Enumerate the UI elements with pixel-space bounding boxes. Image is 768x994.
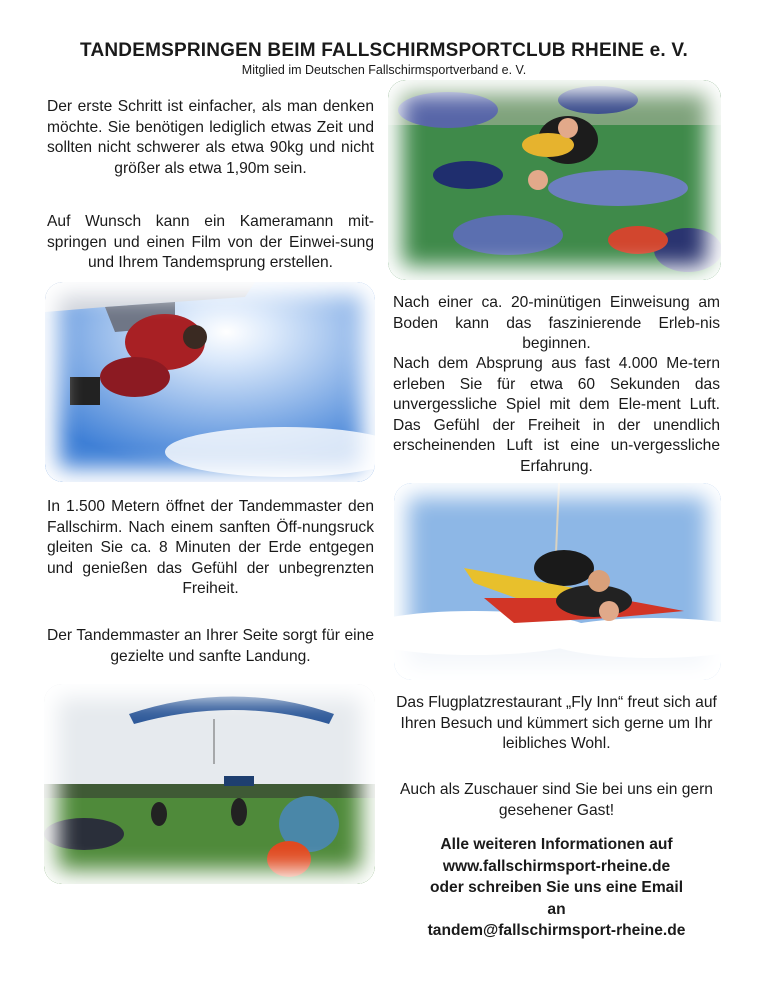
photo-tandem-freefall [394,483,721,680]
paragraph-briefing: Nach einer ca. 20-minütigen Einweisung am Boden kann das faszinierende Erleb-nis beginnen. [393,294,720,353]
paragraph-restaurant: Das Flugplatzrestaurant „Fly Inn“ freut sich auf Ihren Besuch und kümmert sich gerne um Ihr leibliches Wohl. [396,694,717,753]
paragraph-canopy: In 1.500 Metern öffnet der Tandemmaster den Fallschirm. Nach einem sanften Öff-nungsruck gleiten Sie ca. 8 Minuten der Erde entgegen und genießen das Gefühl der unbegrenzten Freiheit. [47,498,374,598]
website-link[interactable]: www.fallschirmsport-rheine.de [442,857,671,875]
contact-email-intro: oder schreiben Sie uns eine Email [429,879,684,896]
paragraph-requirements: Der erste Schritt ist einfacher, als man denken möchte. Sie benötigen lediglich etwas Zeit und sollten nicht schwerer als etwa 90kg und nicht größer als etwa 1,90m sein. [47,98,374,177]
contact-an: an [547,900,566,918]
contact-block [390,834,723,942]
photo-ground-training [388,80,721,280]
page-subtitle: Mitglied im Deutschen Fallschirmsportverband e. V. [241,63,527,77]
photo-landing [44,684,375,884]
email-link[interactable]: tandem@fallschirmsport-rheine.de [427,922,686,939]
paragraph-landing: Der Tandemmaster an Ihrer Seite sorgt für eine gezielte und sanfte Landung. [47,627,374,665]
photo-exit-plane [45,282,375,482]
paragraph-cameraman: Auf Wunsch kann ein Kameramann mit-springen und einen Film von der Einwei-sung und Ihrem Tandemsprung erstellen. [47,213,374,272]
contact-intro: Alle weiteren Informationen auf [440,836,673,853]
paragraph-spectators: Auch als Zuschauer sind Sie bei uns ein gern gesehener Gast! [400,781,713,819]
paragraph-freefall: Nach dem Absprung aus fast 4.000 Me-tern erleben Sie für etwa 60 Sekunden das unvergessliche Spiel mit dem Ele-ment Luft. Das Gefühl der Freiheit in der unendlich erscheinenden Luft ist eine un-vergessliche Erfahrung. [393,355,720,475]
page-title: TANDEMSPRINGEN BEIM FALLSCHIRMSPORTCLUB RHEINE e. V. [80,40,688,61]
